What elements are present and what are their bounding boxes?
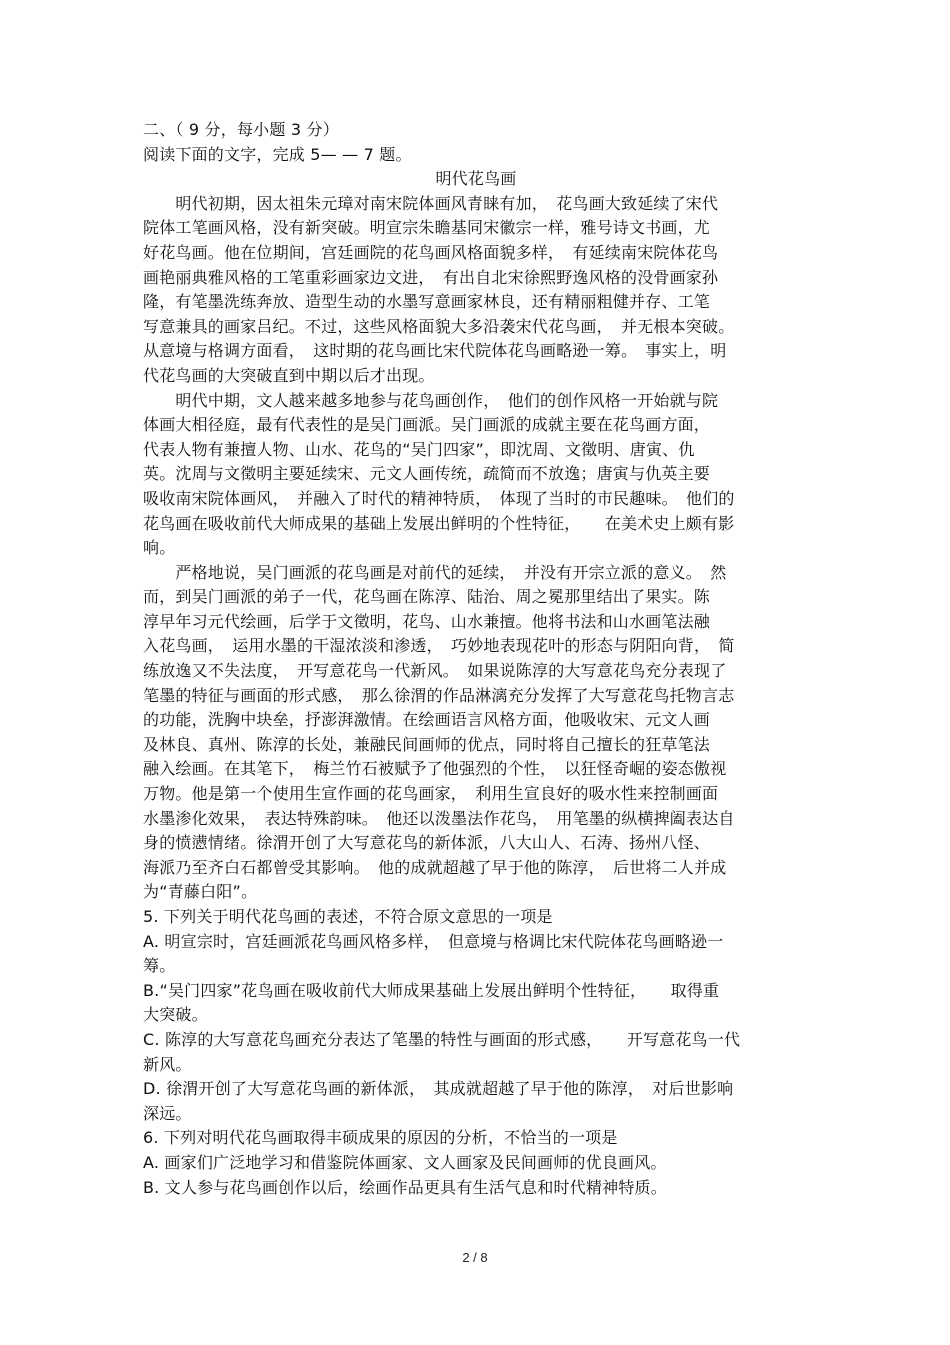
article-line: 明代中期，文人越来越多地参与花鸟画创作， 他们的创作风格一开始就与院 [143, 390, 719, 410]
page-number: 2 / 8 [462, 1250, 488, 1265]
article-line: 笔墨的特征与画面的形式感， 那么徐渭的作品淋漓充分发挥了大写意花鸟托物言志 [143, 685, 735, 705]
section-instruction: 阅读下面的文字，完成 5— — 7 题。 [143, 144, 412, 164]
article-line: 吸收南宋院体画风， 并融入了时代的精神特质， 体现了当时的市民趣味。 他们的 [143, 488, 735, 508]
article-line: 练放逸又不失法度， 开写意花鸟一代新风。 如果说陈淳的大写意花鸟充分表现了 [143, 661, 727, 681]
article-line: 身的愤懑情绪。徐渭开创了大写意花鸟的新体派，八大山人、石涛、扬州八怪、 [143, 833, 711, 853]
section-header: 二、（ 9 分，每小题 3 分） [143, 120, 339, 139]
article-line: 明代初期，因太祖朱元璋对南宋院体画风青睐有加， 花鸟画大致延续了宋代 [143, 193, 719, 213]
article-line: 淳早年习元代绘画，后学于文徵明，花鸟、山水兼擅。他将书法和山水画笔法融 [143, 611, 711, 631]
article-line: 及林良、真州、陈淳的长处，兼融民间画师的优点，同时将自己擅长的狂草笔法 [143, 734, 711, 754]
question-line: A. 画家们广泛地学习和借鉴院体画家、文人画家及民间画师的优良画风。 [143, 1152, 667, 1172]
article-body [143, 192, 809, 905]
question-line: C. 陈淳的大写意花鸟画充分表达了笔墨的特性与画面的形式感， 开写意花鸟一代 [143, 1029, 741, 1049]
article-line: 好花鸟画。他在位期间，宫廷画院的花鸟画风格面貌多样， 有延续南宋院体花鸟 [143, 242, 719, 262]
article-line: 隆，有笔墨洗练奔放、造型生动的水墨写意画家林良，还有精丽粗健并存、工笔 [143, 292, 711, 312]
article-line: 水墨渗化效果， 表达特殊韵味。 他还以泼墨法作花鸟， 用笔墨的纵横捭阖表达自 [143, 808, 735, 828]
article-line: 画艳丽典雅风格的工笔重彩画家边文进， 有出自北宋徐熙野逸风格的没骨画家孙 [143, 267, 719, 287]
article-line: 融入绘画。在其笔下， 梅兰竹石被赋予了他强烈的个性， 以狂怪奇崛的姿态傲视 [143, 759, 727, 779]
question-line: 筹。 [143, 956, 176, 976]
article-line: 花鸟画在吸收前代大师成果的基础上发展出鲜明的个性特征， 在美术史上颇有影 [143, 513, 735, 533]
document-content [143, 118, 809, 1200]
article-line: 写意兼具的画家吕纪。不过，这些风格面貌大多沿袭宋代花鸟画， 并无根本突破。 [143, 316, 735, 336]
article-line: 的功能，洗胸中块垒，抒澎湃激情。在绘画语言风格方面，他吸收宋、元文人画 [143, 710, 711, 730]
article-line: 海派乃至齐白石都曾受其影响。 他的成就超越了早于他的陈淳， 后世将二人并成 [143, 857, 727, 877]
question-line: B.“吴门四家”花鸟画在吸收前代大师成果基础上发展出鲜明个性特征， 取得重 [143, 980, 720, 1000]
question-line: 5. 下列关于明代花鸟画的表述，不符合原文意思的一项是 [143, 907, 553, 926]
question-line: A. 明宣宗时，宫廷画派花鸟画风格多样， 但意境与格调比宋代院体花鸟画略逊一 [143, 931, 724, 951]
article-title: 明代花鸟画 [435, 169, 517, 189]
question-line: 新风。 [143, 1054, 192, 1074]
question-line: 深远。 [143, 1103, 192, 1123]
article-line: 英。沈周与文徵明主要延续宋、元文人画传统，疏简而不放逸；唐寅与仇英主要 [143, 464, 711, 484]
question-line: 6. 下列对明代花鸟画取得丰硕成果的原因的分析，不恰当的一项是 [143, 1128, 618, 1148]
article-line: 万物。他是第一个使用生宣作画的花鸟画家， 利用生宣良好的吸水性来控制画面 [143, 784, 719, 804]
article-line: 从意境与格调方面看， 这时期的花鸟画比宋代院体花鸟画略逊一筹。 事实上，明 [143, 341, 727, 361]
question-line: 大突破。 [143, 1005, 208, 1025]
article-line: 院体工笔画风格，没有新突破。明宣宗朱瞻基同宋徽宗一样，雅号诗文书画，尤 [143, 218, 711, 238]
question-line: B. 文人参与花鸟画创作以后，绘画作品更具有生活气息和时代精神特质。 [143, 1177, 667, 1197]
article-line: 响。 [143, 538, 176, 558]
article-line: 代花鸟画的大突破直到中期以后才出现。 [143, 365, 435, 385]
article-line: 体画大相径庭，最有代表性的是吴门画派。吴门画派的成就主要在花鸟画方面， [143, 415, 711, 435]
question-line: D. 徐渭开创了大写意花鸟画的新体派， 其成就超越了早于他的陈淳， 对后世影响 [143, 1079, 734, 1099]
article-line: 入花鸟画， 运用水墨的干湿浓淡和渗透， 巧妙地表现花叶的形态与阴阳向背， 简 [143, 636, 735, 656]
article-line: 而，到吴门画派的弟子一代，花鸟画在陈淳、陆治、周之冕那里结出了果实。陈 [143, 587, 711, 607]
article-line: 严格地说，吴门画派的花鸟画是对前代的延续， 并没有开宗立派的意义。 然 [143, 562, 727, 582]
questions-section [143, 905, 809, 1200]
article-line: 代表人物有兼擅人物、山水、花鸟的“吴门四家”，即沈周、文徵明、唐寅、仇 [143, 439, 695, 459]
article-line: 为“青藤白阳”。 [143, 882, 258, 902]
